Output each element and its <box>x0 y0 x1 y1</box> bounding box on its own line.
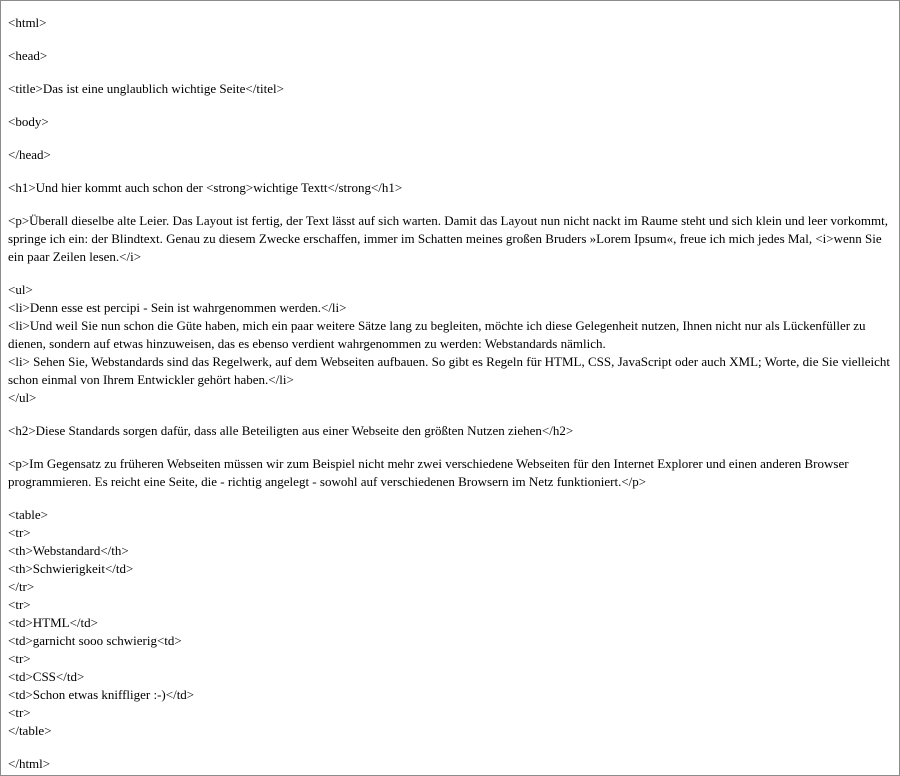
list-item-line: <li>Und weil Sie nun schon die Güte haben, mich ein paar weitere Sätze lang zu begleiten, möchte ich diese Gelegenheit nutzen, Ihnen nicht nur als Lückenfüller zu dienen, sondern auf etwas hinzuweisen, das es ebenso verdient wahrgenommen zu werden: Webstandards nämlich. <box>8 318 866 351</box>
table-line: <table> <box>8 507 48 522</box>
text-line: </html> <box>8 756 51 771</box>
paragraph-body-open <box>8 113 893 131</box>
paragraph-list <box>8 281 893 407</box>
text-line: <p>Überall dieselbe alte Leier. Das Layout ist fertig, der Text lässt auf sich warten. Damit das Layout nun nicht nackt im Raume steht und sich klein und leer vorkommt, springe ich ein: der Blindtext. Genau zu diesem Zwecke erschaffen, immer im Schatten meines großen Bruders »Lorem Ipsum«, freue ich mich jedes Mal, <i>wenn Sie ein paar Zeilen lesen.</i> <box>8 213 888 264</box>
table-line: <th>Schwierigkeit</td> <box>8 561 134 576</box>
text-line: <body> <box>8 114 49 129</box>
paragraph-head-close <box>8 146 893 164</box>
text-line: <h1>Und hier kommt auch schon der <strong>wichtige Textt</strong</h1> <box>8 180 403 195</box>
table-line: <tr> <box>8 651 31 666</box>
table-line: <td>HTML</td> <box>8 615 98 630</box>
list-item-line: <li> Sehen Sie, Webstandards sind das Regelwerk, auf dem Webseiten aufbauen. So gibt es Regeln für HTML, CSS, JavaScript oder auch XML; Worte, die Sie vielleicht schon einmal von Ihrem Entwickler gehört haben.</li> <box>8 354 890 387</box>
text-line: <p>Im Gegensatz zu früheren Webseiten müssen wir zum Beispiel nicht mehr zwei verschiedene Webseiten für den Internet Explorer und einen anderen Browser programmieren. Es reicht eine Seite, die - richtig angelegt - sowohl auf verschiedenen Browsern im Netz funktioniert.</p> <box>8 456 849 489</box>
text-line: </head> <box>8 147 51 162</box>
table-line: <td>garnicht sooo schwierig<td> <box>8 633 182 648</box>
table-line: </table> <box>8 723 52 738</box>
table-line: <td>CSS</td> <box>8 669 85 684</box>
table-line: <tr> <box>8 525 31 540</box>
list-item-line: <li>Denn esse est percipi - Sein ist wahrgenommen werden.</li> <box>8 300 347 315</box>
paragraph-html-close <box>8 755 893 773</box>
text-line: <ul> <box>8 282 33 297</box>
text-line: <title>Das ist eine unglaublich wichtige Seite</titel> <box>8 81 284 96</box>
document-body <box>8 14 893 776</box>
table-line: </tr> <box>8 579 35 594</box>
paragraph-title <box>8 80 893 98</box>
text-line: <h2>Diese Standards sorgen dafür, dass alle Beteiligten aus einer Webseite den größten Nutzen ziehen</h2> <box>8 423 574 438</box>
text-line: <html> <box>8 15 47 30</box>
paragraph-standards <box>8 455 893 491</box>
table-line: <th>Webstandard</th> <box>8 543 129 558</box>
paragraph-intro <box>8 212 893 266</box>
text-line: </ul> <box>8 390 37 405</box>
paragraph-h1 <box>8 179 893 197</box>
paragraph-head-open <box>8 47 893 65</box>
paragraph-html-open <box>8 14 893 32</box>
table-line: <tr> <box>8 705 31 720</box>
paragraph-table <box>8 506 893 740</box>
paragraph-h2 <box>8 422 893 440</box>
table-line: <tr> <box>8 597 31 612</box>
table-line: <td>Schon etwas kniffliger :-)</td> <box>8 687 195 702</box>
text-line: <head> <box>8 48 48 63</box>
